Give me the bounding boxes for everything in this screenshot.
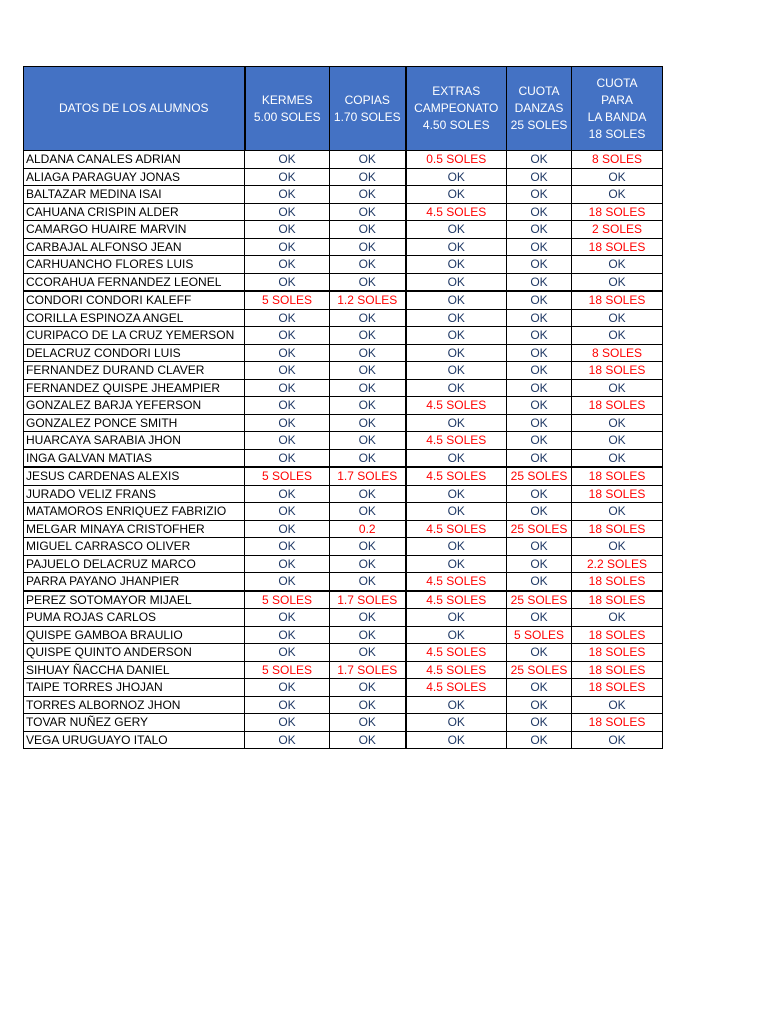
- header-line: CUOTA: [596, 75, 638, 90]
- extras-cell: OK: [406, 344, 507, 362]
- student-name-cell: CARBAJAL ALFONSO JEAN: [24, 238, 245, 256]
- extras-cell: OK: [406, 731, 507, 749]
- danzas-cell: OK: [507, 414, 572, 432]
- student-name-cell: MELGAR MINAYA CRISTOFHER: [24, 520, 245, 538]
- table-row: [24, 644, 663, 662]
- kermes-cell: OK: [245, 327, 330, 345]
- banda-cell: 18 SOLES: [572, 644, 663, 662]
- danzas-cell: 25 SOLES: [507, 520, 572, 538]
- banda-cell: OK: [572, 609, 663, 627]
- copias-cell: OK: [330, 696, 406, 714]
- danzas-cell: OK: [507, 221, 572, 239]
- table-row: [24, 696, 663, 714]
- danzas-cell: 25 SOLES: [507, 591, 572, 609]
- extras-cell: OK: [406, 503, 507, 521]
- student-name-cell: PUMA ROJAS CARLOS: [24, 609, 245, 627]
- student-name-cell: CCORAHUA FERNANDEZ LEONEL: [24, 273, 245, 291]
- kermes-cell: OK: [245, 503, 330, 521]
- table-body: [24, 151, 663, 749]
- banda-cell: OK: [572, 696, 663, 714]
- header-line: KERMES: [261, 92, 313, 107]
- table-row: [24, 449, 663, 467]
- extras-cell: OK: [406, 696, 507, 714]
- extras-cell: 4.5 SOLES: [406, 644, 507, 662]
- extras-cell: OK: [406, 309, 507, 327]
- banda-cell: 18 SOLES: [572, 467, 663, 485]
- student-name-cell: TAIPE TORRES JHOJAN: [24, 679, 245, 697]
- kermes-cell: OK: [245, 344, 330, 362]
- banda-cell: OK: [572, 432, 663, 450]
- table-row: [24, 679, 663, 697]
- extras-cell: 4.5 SOLES: [406, 520, 507, 538]
- kermes-cell: OK: [245, 573, 330, 591]
- student-name-cell: SIHUAY ÑACCHA DANIEL: [24, 661, 245, 679]
- table-row: [24, 538, 663, 556]
- copias-cell: 1.7 SOLES: [330, 661, 406, 679]
- banda-cell: OK: [572, 379, 663, 397]
- table-row: [24, 362, 663, 380]
- extras-cell: 4.5 SOLES: [406, 432, 507, 450]
- kermes-cell: OK: [245, 379, 330, 397]
- kermes-cell: OK: [245, 203, 330, 221]
- copias-cell: 0.2: [330, 520, 406, 538]
- copias-cell: OK: [330, 151, 406, 169]
- table-row: [24, 661, 663, 679]
- extras-cell: OK: [406, 238, 507, 256]
- table-row: [24, 555, 663, 573]
- danzas-cell: OK: [507, 151, 572, 169]
- table-row: [24, 238, 663, 256]
- header-cuota-banda: [572, 67, 663, 151]
- kermes-cell: OK: [245, 538, 330, 556]
- banda-cell: OK: [572, 538, 663, 556]
- kermes-cell: OK: [245, 309, 330, 327]
- kermes-cell: OK: [245, 256, 330, 274]
- kermes-cell: OK: [245, 168, 330, 186]
- kermes-cell: OK: [245, 520, 330, 538]
- student-name-cell: JESUS CARDENAS ALEXIS: [24, 467, 245, 485]
- table-row: [24, 432, 663, 450]
- extras-cell: OK: [406, 538, 507, 556]
- student-name-cell: MIGUEL CARRASCO OLIVER: [24, 538, 245, 556]
- student-name-cell: PARRA PAYANO JHANPIER: [24, 573, 245, 591]
- table-row: [24, 414, 663, 432]
- extras-cell: OK: [406, 168, 507, 186]
- table-row: [24, 731, 663, 749]
- banda-cell: OK: [572, 327, 663, 345]
- header-line: DATOS DE LOS ALUMNOS: [58, 101, 209, 115]
- student-name-cell: PEREZ SOTOMAYOR MIJAEL: [24, 591, 245, 609]
- kermes-cell: OK: [245, 644, 330, 662]
- kermes-cell: OK: [245, 696, 330, 714]
- student-name-cell: QUISPE GAMBOA BRAULIO: [24, 626, 245, 644]
- banda-cell: OK: [572, 186, 663, 204]
- student-name-cell: CARHUANCHO FLORES LUIS: [24, 256, 245, 274]
- copias-cell: OK: [330, 714, 406, 732]
- table-row: [24, 714, 663, 732]
- kermes-cell: OK: [245, 449, 330, 467]
- student-name-cell: MATAMOROS ENRIQUEZ FABRIZIO: [24, 503, 245, 521]
- kermes-cell: 5 SOLES: [245, 661, 330, 679]
- banda-cell: 2.2 SOLES: [572, 555, 663, 573]
- student-name-cell: INGA GALVAN MATIAS: [24, 449, 245, 467]
- header-student-data: [24, 67, 245, 151]
- kermes-cell: OK: [245, 555, 330, 573]
- copias-cell: OK: [330, 609, 406, 627]
- banda-cell: 18 SOLES: [572, 661, 663, 679]
- banda-cell: 18 SOLES: [572, 397, 663, 415]
- extras-cell: OK: [406, 609, 507, 627]
- header-line: PARA: [601, 92, 633, 107]
- copias-cell: OK: [330, 379, 406, 397]
- banda-cell: 2 SOLES: [572, 221, 663, 239]
- banda-cell: OK: [572, 168, 663, 186]
- danzas-cell: OK: [507, 609, 572, 627]
- header-row: [24, 67, 663, 151]
- student-name-cell: HUARCAYA SARABIA JHON: [24, 432, 245, 450]
- copias-cell: OK: [330, 327, 406, 345]
- danzas-cell: OK: [507, 379, 572, 397]
- kermes-cell: OK: [245, 221, 330, 239]
- header-line: CAMPEONATO: [414, 101, 499, 115]
- copias-cell: OK: [330, 203, 406, 221]
- kermes-cell: OK: [245, 609, 330, 627]
- copias-cell: OK: [330, 679, 406, 697]
- extras-cell: OK: [406, 291, 507, 309]
- danzas-cell: OK: [507, 362, 572, 380]
- banda-cell: 18 SOLES: [572, 714, 663, 732]
- student-name-cell: CORILLA ESPINOZA ANGEL: [24, 309, 245, 327]
- copias-cell: OK: [330, 344, 406, 362]
- student-name-cell: GONZALEZ PONCE SMITH: [24, 414, 245, 432]
- student-name-cell: QUISPE QUINTO ANDERSON: [24, 644, 245, 662]
- danzas-cell: OK: [507, 168, 572, 186]
- student-name-cell: DELACRUZ CONDORI LUIS: [24, 344, 245, 362]
- header-line: DANZAS: [514, 101, 564, 115]
- kermes-cell: OK: [245, 238, 330, 256]
- student-name-cell: TOVAR NUÑEZ GERY: [24, 714, 245, 732]
- kermes-cell: 5 SOLES: [245, 467, 330, 485]
- copias-cell: OK: [330, 397, 406, 415]
- table-row: [24, 591, 663, 609]
- table-row: [24, 397, 663, 415]
- extras-cell: 4.5 SOLES: [406, 397, 507, 415]
- extras-cell: 4.5 SOLES: [406, 591, 507, 609]
- student-name-cell: CAMARGO HUAIRE MARVIN: [24, 221, 245, 239]
- copias-cell: OK: [330, 256, 406, 274]
- danzas-cell: OK: [507, 714, 572, 732]
- danzas-cell: OK: [507, 291, 572, 309]
- kermes-cell: 5 SOLES: [245, 591, 330, 609]
- banda-cell: 18 SOLES: [572, 203, 663, 221]
- copias-cell: OK: [330, 538, 406, 556]
- extras-cell: 0.5 SOLES: [406, 151, 507, 169]
- extras-cell: 4.5 SOLES: [406, 573, 507, 591]
- table-row: [24, 256, 663, 274]
- copias-cell: OK: [330, 414, 406, 432]
- kermes-cell: OK: [245, 414, 330, 432]
- danzas-cell: OK: [507, 555, 572, 573]
- banda-cell: OK: [572, 273, 663, 291]
- banda-cell: OK: [572, 256, 663, 274]
- student-name-cell: PAJUELO DELACRUZ MARCO: [24, 555, 245, 573]
- extras-cell: OK: [406, 256, 507, 274]
- header-line: CUOTA: [518, 84, 560, 98]
- table-row: [24, 309, 663, 327]
- kermes-cell: OK: [245, 485, 330, 503]
- danzas-cell: OK: [507, 503, 572, 521]
- banda-cell: 18 SOLES: [572, 679, 663, 697]
- kermes-cell: OK: [245, 714, 330, 732]
- banda-cell: 18 SOLES: [572, 238, 663, 256]
- danzas-cell: OK: [507, 273, 572, 291]
- danzas-cell: OK: [507, 344, 572, 362]
- student-name-cell: CURIPACO DE LA CRUZ YEMERSON: [24, 327, 245, 345]
- danzas-cell: OK: [507, 238, 572, 256]
- header-line: 18 SOLES: [588, 126, 646, 141]
- header-line: COPIAS: [344, 92, 390, 107]
- kermes-cell: OK: [245, 273, 330, 291]
- copias-cell: OK: [330, 309, 406, 327]
- copias-cell: 1.7 SOLES: [330, 467, 406, 485]
- header-line: 1.70 SOLES: [333, 109, 401, 124]
- extras-cell: 4.5 SOLES: [406, 203, 507, 221]
- header-copias: [330, 67, 406, 151]
- extras-cell: OK: [406, 555, 507, 573]
- student-name-cell: CAHUANA CRISPIN ALDER: [24, 203, 245, 221]
- kermes-cell: OK: [245, 151, 330, 169]
- banda-cell: 18 SOLES: [572, 591, 663, 609]
- table-row: [24, 467, 663, 485]
- kermes-cell: OK: [245, 397, 330, 415]
- table-row: [24, 503, 663, 521]
- copias-cell: OK: [330, 186, 406, 204]
- danzas-cell: OK: [507, 186, 572, 204]
- copias-cell: OK: [330, 238, 406, 256]
- danzas-cell: OK: [507, 203, 572, 221]
- copias-cell: OK: [330, 626, 406, 644]
- danzas-cell: 25 SOLES: [507, 661, 572, 679]
- student-name-cell: CONDORI CONDORI KALEFF: [24, 291, 245, 309]
- danzas-cell: OK: [507, 309, 572, 327]
- header-line: 4.50 SOLES: [422, 118, 490, 132]
- table-row: [24, 186, 663, 204]
- danzas-cell: OK: [507, 327, 572, 345]
- header-line: 25 SOLES: [510, 118, 568, 132]
- table-row: [24, 520, 663, 538]
- copias-cell: OK: [330, 168, 406, 186]
- danzas-cell: OK: [507, 696, 572, 714]
- extras-cell: OK: [406, 379, 507, 397]
- danzas-cell: OK: [507, 731, 572, 749]
- extras-cell: OK: [406, 414, 507, 432]
- extras-cell: OK: [406, 273, 507, 291]
- banda-cell: 18 SOLES: [572, 626, 663, 644]
- banda-cell: 18 SOLES: [572, 485, 663, 503]
- copias-cell: 1.7 SOLES: [330, 591, 406, 609]
- copias-cell: OK: [330, 432, 406, 450]
- banda-cell: OK: [572, 449, 663, 467]
- copias-cell: OK: [330, 449, 406, 467]
- banda-cell: 8 SOLES: [572, 151, 663, 169]
- table-row: [24, 573, 663, 591]
- extras-cell: OK: [406, 714, 507, 732]
- kermes-cell: OK: [245, 432, 330, 450]
- student-name-cell: ALDANA CANALES ADRIAN: [24, 151, 245, 169]
- table-row: [24, 344, 663, 362]
- banda-cell: OK: [572, 309, 663, 327]
- header-line: EXTRAS: [432, 84, 481, 98]
- danzas-cell: OK: [507, 397, 572, 415]
- copias-cell: OK: [330, 573, 406, 591]
- copias-cell: 1.2 SOLES: [330, 291, 406, 309]
- student-name-cell: BALTAZAR MEDINA ISAI: [24, 186, 245, 204]
- table-row: [24, 203, 663, 221]
- banda-cell: OK: [572, 503, 663, 521]
- copias-cell: OK: [330, 485, 406, 503]
- banda-cell: OK: [572, 731, 663, 749]
- banda-cell: 18 SOLES: [572, 291, 663, 309]
- danzas-cell: OK: [507, 485, 572, 503]
- payments-table: [23, 66, 663, 749]
- danzas-cell: OK: [507, 449, 572, 467]
- copias-cell: OK: [330, 221, 406, 239]
- student-name-cell: FERNANDEZ QUISPE JHEAMPIER: [24, 379, 245, 397]
- extras-cell: 4.5 SOLES: [406, 467, 507, 485]
- copias-cell: OK: [330, 503, 406, 521]
- banda-cell: 8 SOLES: [572, 344, 663, 362]
- table-row: [24, 609, 663, 627]
- danzas-cell: OK: [507, 538, 572, 556]
- kermes-cell: 5 SOLES: [245, 291, 330, 309]
- banda-cell: OK: [572, 414, 663, 432]
- copias-cell: OK: [330, 644, 406, 662]
- extras-cell: OK: [406, 186, 507, 204]
- kermes-cell: OK: [245, 186, 330, 204]
- kermes-cell: OK: [245, 679, 330, 697]
- danzas-cell: OK: [507, 573, 572, 591]
- banda-cell: 18 SOLES: [572, 362, 663, 380]
- table-row: [24, 327, 663, 345]
- kermes-cell: OK: [245, 626, 330, 644]
- extras-cell: 4.5 SOLES: [406, 679, 507, 697]
- danzas-cell: OK: [507, 256, 572, 274]
- table-row: [24, 221, 663, 239]
- danzas-cell: OK: [507, 432, 572, 450]
- table-row: [24, 626, 663, 644]
- header-line: 5.00 SOLES: [253, 109, 321, 124]
- extras-cell: OK: [406, 327, 507, 345]
- extras-cell: OK: [406, 626, 507, 644]
- student-name-cell: TORRES ALBORNOZ JHON: [24, 696, 245, 714]
- extras-cell: OK: [406, 221, 507, 239]
- copias-cell: OK: [330, 555, 406, 573]
- copias-cell: OK: [330, 362, 406, 380]
- table-row: [24, 151, 663, 169]
- kermes-cell: OK: [245, 362, 330, 380]
- table-row: [24, 273, 663, 291]
- header-extras-campeonato: [406, 67, 507, 151]
- extras-cell: 4.5 SOLES: [406, 661, 507, 679]
- table-row: [24, 379, 663, 397]
- header-kermes: [245, 67, 330, 151]
- banda-cell: 18 SOLES: [572, 520, 663, 538]
- extras-cell: OK: [406, 485, 507, 503]
- table-row: [24, 291, 663, 309]
- student-name-cell: JURADO VELIZ FRANS: [24, 485, 245, 503]
- danzas-cell: OK: [507, 679, 572, 697]
- copias-cell: OK: [330, 731, 406, 749]
- copias-cell: OK: [330, 273, 406, 291]
- header-line: LA BANDA: [587, 109, 647, 124]
- header-cuota-danzas: [507, 67, 572, 151]
- table-row: [24, 168, 663, 186]
- danzas-cell: 25 SOLES: [507, 467, 572, 485]
- student-name-cell: FERNANDEZ DURAND CLAVER: [24, 362, 245, 380]
- table-row: [24, 485, 663, 503]
- kermes-cell: OK: [245, 731, 330, 749]
- danzas-cell: OK: [507, 644, 572, 662]
- banda-cell: 18 SOLES: [572, 573, 663, 591]
- student-name-cell: VEGA URUGUAYO ITALO: [24, 731, 245, 749]
- danzas-cell: 5 SOLES: [507, 626, 572, 644]
- extras-cell: OK: [406, 362, 507, 380]
- student-name-cell: GONZALEZ BARJA YEFERSON: [24, 397, 245, 415]
- student-name-cell: ALIAGA PARAGUAY JONAS: [24, 168, 245, 186]
- extras-cell: OK: [406, 449, 507, 467]
